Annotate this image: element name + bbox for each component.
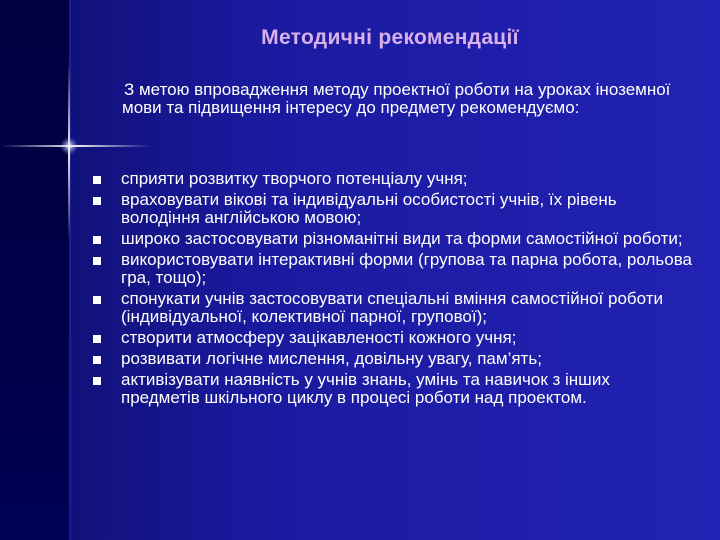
list-item bbox=[92, 350, 692, 368]
square-bullet-icon bbox=[93, 377, 101, 385]
list-item-text: спонукати учнів застосовувати спеціальні вміння самостійної роботи (індивідуальної, колективної парної, групової); bbox=[121, 289, 664, 326]
list-item-text: використовувати інтерактивні форми (групова та парна робота, рольова гра, тощо); bbox=[121, 250, 692, 287]
square-bullet-icon bbox=[93, 257, 101, 265]
square-bullet-icon bbox=[93, 356, 101, 364]
list-item-text: широко застосовувати різноманітні види та форми самостійної роботи; bbox=[121, 229, 683, 248]
list-item bbox=[92, 170, 692, 188]
slide-title: Методичні рекомендації bbox=[261, 26, 519, 49]
intro-paragraph: З метою впровадження методу проектної роботи на уроках іноземної мови та підвищення інтересу до предмету рекомендуємо: bbox=[122, 80, 671, 117]
list-item bbox=[92, 290, 692, 326]
recommendations-list bbox=[92, 170, 692, 410]
square-bullet-icon bbox=[93, 296, 101, 304]
square-bullet-icon bbox=[93, 236, 101, 244]
list-item-text: активізувати наявність у учнів знань, умінь та навичок з інших предметів шкільного циклу в процесі роботи над проектом. bbox=[121, 370, 610, 407]
list-item-text: створити атмосферу зацікавленості кожного учня; bbox=[121, 328, 517, 347]
list-item-text: враховувати вікові та індивідуальні особистості учнів, їх рівень володіння англійською мовою; bbox=[121, 190, 617, 227]
list-item-text: розвивати логічне мислення, довільну увагу, пам’ять; bbox=[121, 349, 542, 368]
list-item bbox=[92, 191, 692, 227]
list-item bbox=[92, 371, 692, 407]
list-item bbox=[92, 251, 692, 287]
square-bullet-icon bbox=[93, 197, 101, 205]
square-bullet-icon bbox=[93, 335, 101, 343]
list-item bbox=[92, 230, 692, 248]
square-bullet-icon bbox=[93, 176, 101, 184]
list-item bbox=[92, 329, 692, 347]
list-item-text: сприяти розвитку творчого потенціалу учня; bbox=[121, 169, 468, 188]
